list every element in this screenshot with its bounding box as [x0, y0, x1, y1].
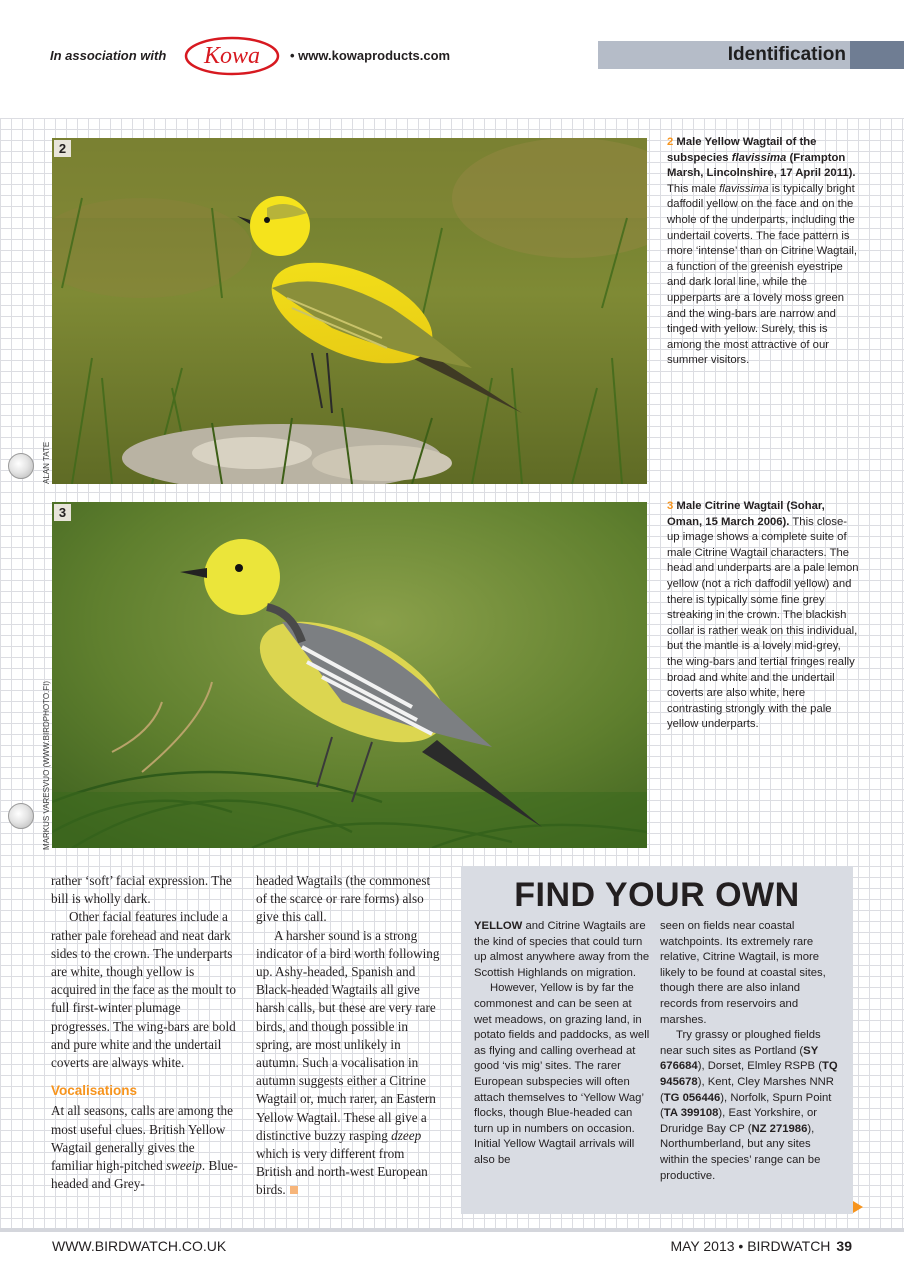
box-paragraph: YELLOW and Citrine Wagtails are the kind of species that could turn up almost anywhere away from the Scottish Highlands on migration.: [474, 920, 650, 979]
caption-number: 3: [667, 500, 674, 512]
box-paragraph: However, Yellow is by far the commonest and can be seen at wet meadows, on grazing land, in potato fields and paddocks, as well as flying and calling overhead at good ‘vis mig’ sites. The rarer European subspecies will often attach themselves to ‘Yellow Wag’ flocks, though Blue-headed can turn up in numbers on occasion. Initial Yellow Wagtail arrivals will also be: [474, 982, 650, 1166]
photo-credit: MARKUS VARESVUO (WWW.BIRDPHOTO.FI): [42, 680, 51, 850]
footer-website-link[interactable]: WWW.BIRDWATCH.CO.UK: [52, 1238, 227, 1254]
photo-citrine-wagtail[interactable]: [52, 502, 647, 848]
caption-number: 2: [667, 136, 674, 148]
find-your-own-column-2: [660, 919, 840, 1184]
end-of-article-marker: [290, 1186, 298, 1194]
body-paragraph: A harsher sound is a strong indicator of a bird worth following up. Ashy-headed, Spanish and Black-headed Wagtails all give harsh calls, but these are very rare birds, and though possible in spring, are most unlikely in autumn. Such a vocalisation in autumn suggests either a Citrine Wagtail or, much rarer, an Eastern Yellow Wagtail. These all give a distinctive buzzy rasping dzeep which is very different from British and north-west European birds.: [256, 927, 440, 1198]
association-text: In association with: [50, 48, 167, 63]
photo-yellow-wagtail[interactable]: [52, 138, 647, 484]
photo-credit: ALAN TATE: [42, 441, 51, 484]
section-title: Identification: [727, 44, 846, 65]
section-bar: [598, 41, 904, 69]
body-paragraph: At all seasons, calls are among the most useful clues. British Yellow Wagtail generally gives the familiar high-pitched sweeip. Blue-headed and Grey-: [51, 1103, 238, 1192]
box-paragraph: Try grassy or ploughed fields near such sites as Portland (SY 676684), Dorset, Elmley RSPB (TQ 945678), Kent, Cley Marshes NNR (TG 056446), Norfolk, Spurn Point (TA 399108), East Yorkshire, or Druridge Bay CP (NZ 271986), Northumberland, but any sites within the species’ range can be productive.: [660, 1029, 838, 1182]
body-column-2: [256, 872, 442, 1200]
photo-number-badge: 2: [54, 140, 71, 157]
find-your-own-column-1: [474, 919, 650, 1169]
page-header: [0, 0, 904, 118]
page-number: 39: [836, 1238, 852, 1254]
citrine-wagtail-image: [52, 502, 647, 848]
caption-photo-2: 2 Male Yellow Wagtail of the subspecies flavissima (Frampton Marsh, Lincolnshire, 17 April 2011). This male flavissima is typically bright daffodil yellow on the face and on the whole of the underparts, including the undertail coverts. The face pattern is more ‘intense’ than on Citrine Wagtail, a function of the greenish eyestripe and dark loral line, while the upperparts are a lovely moss green and the wing-bars are narrow and tinged with yellow. Surely, this is among the most attractive of our summer visitors.: [667, 136, 858, 367]
footer-rule: [0, 1228, 904, 1232]
photo-number-badge: 3: [54, 504, 71, 521]
continue-arrow-icon: [853, 1201, 863, 1213]
box-paragraph: seen on fields near coastal watchpoints. Its extremely rare relative, Citrine Wagtail, is more likely to be found at coastal sites, though there are also inland records from reservoirs and marshes.: [660, 920, 826, 1026]
caption-photo-3: 3 Male Citrine Wagtail (Sohar, Oman, 15 March 2006). This close-up image shows a complete suite of male Citrine Wagtail characters. The head and underparts are a pale lemon yellow (not a rich daffodil yellow) and there is typically some fine grey streaking in the crown. The blackish collar is rather weak on this individual, but the mantle is a lovely mid-grey, the wing-bars and tertial fringes really broad and white and the undertail coverts are also white, here contrasting strongly with the pale yellow underparts.: [667, 500, 859, 731]
body-paragraph: rather ‘soft’ facial expression. The bill is wholly dark.: [51, 873, 232, 907]
find-your-own-box: [461, 866, 853, 1214]
body-paragraph: Other facial features include a rather pale forehead and neat dark sides to the crown. The underparts are white, though yellow is acquired in the face as the moult to full first-winter plumage progresses. The wing-bars are bold and pure white and the undertail coverts are always white.: [51, 909, 236, 1071]
section-bar-accent: [850, 41, 904, 69]
yellow-wagtail-image: [52, 138, 647, 484]
svg-text:Kowa: Kowa: [203, 43, 261, 69]
footer-issue: [670, 1238, 852, 1254]
body-column-1: [51, 872, 239, 1193]
subheading-vocalisations: Vocalisations: [51, 1083, 138, 1099]
binder-hole: [8, 803, 34, 829]
body-paragraph: headed Wagtails (the commonest of the scarce or rare forms) also give this call.: [256, 873, 431, 925]
footer-issue-text: MAY 2013 • BIRDWATCH: [670, 1238, 831, 1254]
sponsor-url-link[interactable]: • www.kowaproducts.com: [290, 48, 451, 63]
binder-hole: [8, 453, 34, 479]
kowa-logo[interactable]: [184, 36, 280, 76]
find-your-own-title: FIND YOUR OWN: [514, 876, 800, 914]
